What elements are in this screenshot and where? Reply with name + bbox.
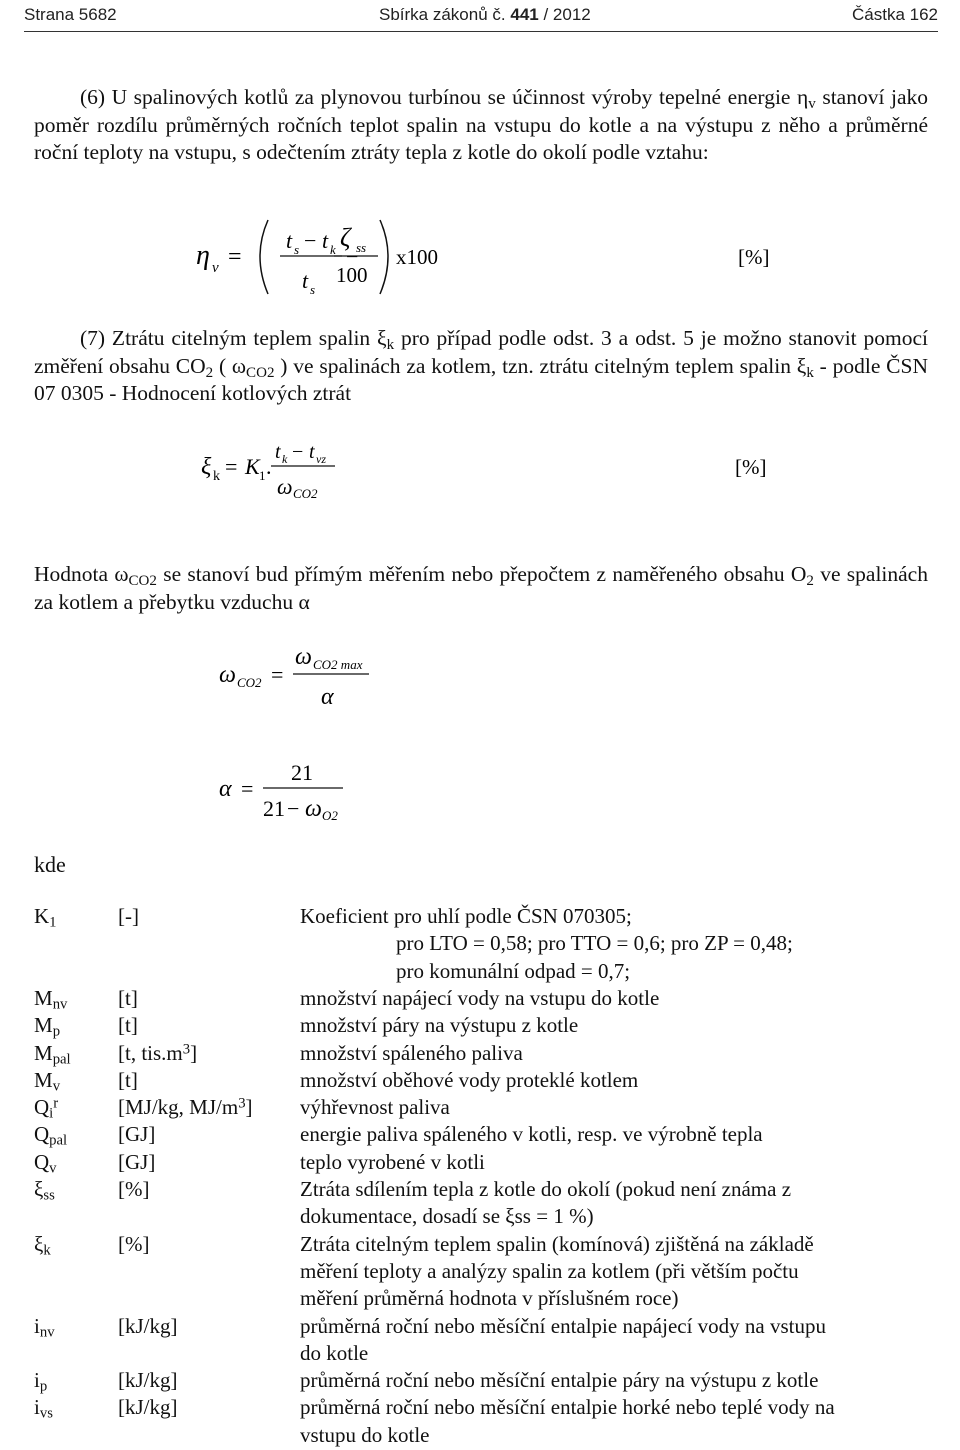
- svg-text:21: 21: [263, 796, 285, 821]
- svg-text:ss: ss: [356, 240, 367, 255]
- definition-symbol: $M_p$: [34, 1013, 61, 1040]
- definition-unit: [GJ]: [118, 1122, 156, 1147]
- equation-heat-loss: [195, 436, 795, 508]
- equation-efficiency: [190, 212, 810, 302]
- definition-unit: [-]: [118, 904, 139, 928]
- svg-text:=: =: [225, 454, 238, 479]
- definition-symbol: $\xi_{ss}$: [34, 1177, 55, 1204]
- svg-text:=: =: [271, 662, 284, 687]
- definition-symbol: $i_p$: [34, 1368, 48, 1395]
- definition-symbol: $i_{nv}$: [34, 1313, 55, 1341]
- definition-description: množství páry na výstupu z kotle: [300, 1013, 579, 1038]
- svg-text:=: =: [228, 244, 242, 270]
- definition-unit: [t]: [118, 985, 138, 1010]
- svg-text:t: t: [302, 268, 309, 293]
- definition-symbol: $Q_i^r$: [34, 1095, 59, 1122]
- definition-symbol: $M_{nv}$: [34, 985, 68, 1013]
- definition-description: energie paliva spáleného v kotli, resp. ve výrobně tepla: [300, 1122, 763, 1147]
- definition-unit: [%]: [118, 1231, 150, 1256]
- svg-text:ω: ω: [277, 474, 293, 499]
- definition-symbol: $Q_v$: [34, 1149, 57, 1177]
- svg-text:ω: ω: [219, 662, 236, 688]
- svg-text:α: α: [219, 776, 232, 802]
- svg-text:1: 1: [259, 468, 266, 483]
- paragraph-7: (7) Ztrátu citelným teplem spalin $\xi_k$ pro případ podle odst. 3 a odst. 5 je možno stanovit pomocí změření obsahu $CO_2$ ( $\omega_{CO2}$ ) ve spalinách za kotlem, tzn. ztrátu citelným teplem spalin $\xi_k$ - podle ČSN 07 0305 - Hodnocení kotlových ztrát: [34, 326, 928, 405]
- svg-text:x100: x100: [396, 245, 438, 269]
- definition-description: Ztráta citelným teplem spalin (komínová) zjištěná na základě měření teploty a analýzy spalin za kotlem (při větším počtu měření průměrná hodnota v příslušném roce): [300, 1231, 814, 1311]
- equation-omega-co2: [215, 642, 415, 714]
- definition-description: teplo vyrobené v kotli: [300, 1149, 485, 1174]
- definition-symbol: $M_{pal}$: [34, 1040, 71, 1068]
- definition-description: množství oběhové vody proteklé kotlem: [300, 1067, 639, 1092]
- paragraph-6: (6) U spalinových kotlů za plynovou turbínou se účinnost výroby tepelné energie $\eta_v$ stanoví jako poměr rozdílu průměrných ročních teplot spalin na vstupu do kotle a na výstupu z něho a průměrné roční teploty na vstupu, s odečtením ztráty tepla z kotle do okolí podle vztahu:: [34, 85, 928, 164]
- definition-description: množství napájecí vody na vstupu do kotle: [300, 985, 660, 1010]
- definition-unit: [t, $tis.m^3$]: [118, 1040, 198, 1065]
- svg-text:s: s: [310, 282, 316, 297]
- svg-text:−: −: [292, 441, 304, 463]
- svg-text:.: .: [266, 454, 272, 479]
- svg-text:k: k: [330, 242, 336, 257]
- definition-symbol: $M_v$: [34, 1067, 61, 1095]
- svg-text:−: −: [287, 796, 300, 821]
- definition-unit: [kJ/kg]: [118, 1395, 178, 1420]
- law-number: 441: [510, 5, 539, 24]
- svg-text:ζ: ζ: [340, 223, 351, 252]
- definition-symbol: $Q_{pal}$: [34, 1122, 68, 1150]
- unit-percent: [%]: [738, 245, 770, 269]
- svg-text:CO2: CO2: [293, 486, 318, 501]
- svg-text:−: −: [304, 228, 317, 253]
- svg-text:t: t: [322, 228, 329, 253]
- header-divider: [24, 31, 938, 32]
- part-number: Částka 162: [852, 5, 938, 24]
- definition-description: průměrná roční nebo měsíční entalpie páry na výstupu z kotle: [300, 1368, 819, 1393]
- equation-alpha: [215, 756, 395, 828]
- svg-text:k: k: [213, 469, 220, 484]
- svg-text:vz: vz: [316, 452, 326, 466]
- definition-unit: [GJ]: [118, 1149, 156, 1174]
- eta-symbol: η: [196, 240, 210, 271]
- definition-description: průměrná roční nebo měsíční entalpie napájecí vody na vstupu do kotle: [300, 1313, 826, 1365]
- definition-symbol: $K_1$: [34, 904, 57, 931]
- definition-unit: [kJ/kg]: [118, 1368, 178, 1393]
- definition-unit: [t]: [118, 1013, 138, 1038]
- svg-text:ω: ω: [295, 644, 312, 670]
- svg-text:t: t: [286, 228, 293, 253]
- svg-text:k: k: [282, 452, 288, 466]
- definition-symbol: $\xi_k$: [34, 1231, 51, 1259]
- svg-text:−: −: [346, 244, 359, 269]
- svg-text:CO2 max: CO2 max: [313, 657, 363, 672]
- definition-unit: [kJ/kg]: [118, 1313, 178, 1338]
- svg-text:21: 21: [291, 760, 313, 785]
- definition-description: výhřevnost paliva: [300, 1095, 450, 1120]
- definition-description: Ztráta sdílením tepla z kotle do okolí (pokud není známa z dokumentace, dosadí se ξss = 1 %): [300, 1177, 792, 1229]
- definition-unit: [%]: [118, 1177, 150, 1201]
- definition-unit: [t]: [118, 1067, 138, 1092]
- svg-text:O2: O2: [322, 808, 338, 823]
- svg-text:100: 100: [336, 263, 368, 287]
- page-header: [24, 3, 938, 29]
- definition-description: průměrná roční nebo měsíční entalpie horké nebo teplé vody na vstupu do kotle: [300, 1395, 835, 1447]
- svg-text:K: K: [245, 454, 260, 479]
- page-number: Strana 5682: [24, 5, 117, 24]
- svg-text:[%]: [%]: [735, 455, 767, 479]
- collection-title: Sbírka zákonů č. 441 / 2012: [379, 5, 591, 24]
- svg-text:t: t: [309, 441, 315, 463]
- svg-text:t: t: [275, 441, 281, 463]
- svg-text:α: α: [321, 684, 334, 710]
- svg-text:=: =: [241, 776, 254, 801]
- svg-text:ξ: ξ: [201, 454, 212, 480]
- definition-description: Koeficient pro uhlí podle ČSN 070305; pro LTO = 0,58; pro TTO = 0,6; pro ZP = 0,48; pro komunální odpad = 0,7;: [300, 904, 793, 983]
- svg-text:s: s: [294, 242, 300, 257]
- svg-text:v: v: [212, 260, 219, 276]
- paragraph-8: Hodnota $\omega_{CO2}$ se stanoví bud přímým měřením nebo přepočtem z naměřeného obsahu $O_2$ ve spalinách za kotlem a přebytku vzduchu α: [34, 562, 928, 614]
- svg-text:ω: ω: [305, 796, 322, 822]
- definition-description: množství spáleného paliva: [300, 1040, 523, 1065]
- definition-unit: [MJ/kg, $MJ/m^3$]: [118, 1095, 253, 1120]
- definition-symbol: $i_{vs}$: [34, 1395, 53, 1423]
- svg-text:CO2: CO2: [237, 675, 262, 690]
- where-label: kde: [34, 852, 66, 877]
